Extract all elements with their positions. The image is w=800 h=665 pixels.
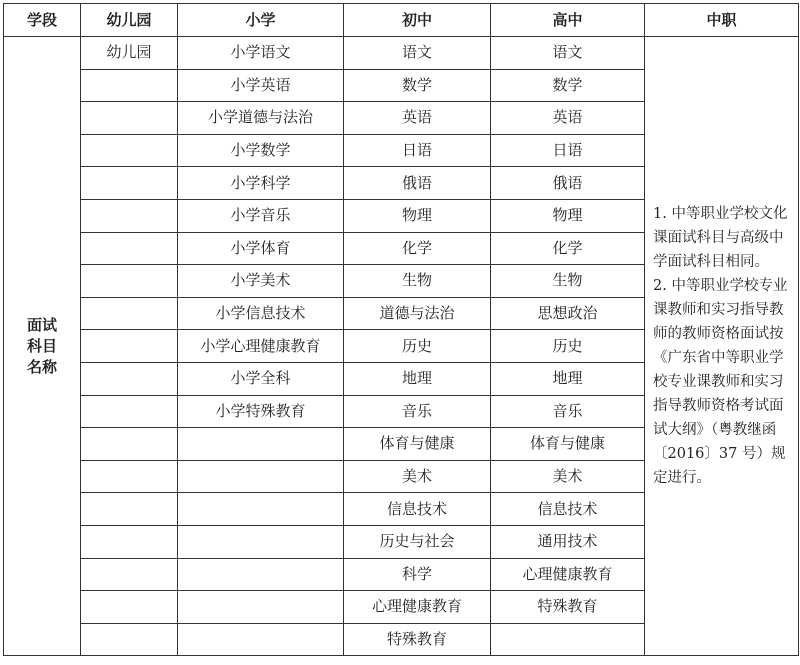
header-junior: 初中 — [344, 4, 491, 37]
cell-kindergarten — [81, 167, 178, 200]
interview-subjects-table — [3, 3, 799, 656]
cell-primary: 小学道德与法治 — [178, 102, 344, 135]
cell-primary: 小学全科 — [178, 362, 344, 395]
cell-senior: 心理健康教育 — [491, 558, 645, 591]
cell-kindergarten — [81, 102, 178, 135]
header-vocational: 中职 — [645, 4, 799, 37]
cell-kindergarten — [81, 623, 178, 656]
cell-primary — [178, 525, 344, 558]
row-label-line: 面试 — [26, 315, 57, 334]
cell-primary: 小学科学 — [178, 167, 344, 200]
cell-primary — [178, 493, 344, 526]
cell-kindergarten — [81, 69, 178, 102]
cell-kindergarten — [81, 362, 178, 395]
cell-kindergarten: 幼儿园 — [81, 37, 178, 70]
cell-senior: 语文 — [491, 37, 645, 70]
cell-junior: 地理 — [344, 362, 491, 395]
header-primary: 小学 — [178, 4, 344, 37]
row-label-interview-subjects — [4, 37, 81, 656]
cell-junior: 物理 — [344, 199, 491, 232]
cell-kindergarten — [81, 265, 178, 298]
table-body — [4, 37, 799, 656]
cell-senior: 生物 — [491, 265, 645, 298]
cell-junior: 科学 — [344, 558, 491, 591]
cell-senior: 信息技术 — [491, 493, 645, 526]
cell-junior: 道德与法治 — [344, 297, 491, 330]
cell-senior: 美术 — [491, 460, 645, 493]
vocational-note — [645, 37, 799, 656]
cell-junior: 历史 — [344, 330, 491, 363]
header-row — [4, 4, 799, 37]
cell-senior — [491, 623, 645, 656]
row-label-line: 科目 — [26, 336, 57, 355]
cell-primary — [178, 428, 344, 461]
cell-junior: 生物 — [344, 265, 491, 298]
table-row — [4, 37, 799, 70]
cell-junior: 信息技术 — [344, 493, 491, 526]
cell-junior: 特殊教育 — [344, 623, 491, 656]
cell-senior: 特殊教育 — [491, 591, 645, 624]
cell-primary: 小学美术 — [178, 265, 344, 298]
cell-junior: 体育与健康 — [344, 428, 491, 461]
cell-primary — [178, 591, 344, 624]
cell-junior: 心理健康教育 — [344, 591, 491, 624]
cell-senior: 历史 — [491, 330, 645, 363]
cell-primary — [178, 623, 344, 656]
cell-senior: 数学 — [491, 69, 645, 102]
header-senior: 高中 — [491, 4, 645, 37]
cell-senior: 俄语 — [491, 167, 645, 200]
cell-senior: 化学 — [491, 232, 645, 265]
cell-senior: 思想政治 — [491, 297, 645, 330]
cell-kindergarten — [81, 493, 178, 526]
cell-senior: 体育与健康 — [491, 428, 645, 461]
cell-kindergarten — [81, 525, 178, 558]
cell-junior: 俄语 — [344, 167, 491, 200]
cell-primary: 小学信息技术 — [178, 297, 344, 330]
vocational-note-paragraph: 2. 中等职业学校专业课教师和实习指导教师的教师资格面试按《广东省中等职业学校专业课教师和实习指导教师资格考试面试大纲》（粤教继函〔2016〕37 号）规定进行。 — [653, 278, 788, 487]
cell-senior: 日语 — [491, 134, 645, 167]
cell-senior: 通用技术 — [491, 525, 645, 558]
cell-senior: 音乐 — [491, 395, 645, 428]
cell-junior: 历史与社会 — [344, 525, 491, 558]
cell-junior: 音乐 — [344, 395, 491, 428]
vocational-note-paragraph: 1. 中等职业学校文化课面试科目与高级中学面试科目相同。 — [653, 206, 788, 271]
cell-junior: 英语 — [344, 102, 491, 135]
cell-kindergarten — [81, 591, 178, 624]
row-label-line: 名称 — [26, 357, 57, 376]
cell-senior: 地理 — [491, 362, 645, 395]
cell-kindergarten — [81, 558, 178, 591]
cell-primary: 小学心理健康教育 — [178, 330, 344, 363]
cell-kindergarten — [81, 134, 178, 167]
cell-kindergarten — [81, 297, 178, 330]
cell-primary: 小学音乐 — [178, 199, 344, 232]
cell-primary: 小学数学 — [178, 134, 344, 167]
cell-primary: 小学体育 — [178, 232, 344, 265]
cell-junior: 美术 — [344, 460, 491, 493]
cell-kindergarten — [81, 460, 178, 493]
cell-junior: 日语 — [344, 134, 491, 167]
cell-primary: 小学英语 — [178, 69, 344, 102]
cell-kindergarten — [81, 428, 178, 461]
cell-senior: 物理 — [491, 199, 645, 232]
cell-kindergarten — [81, 330, 178, 363]
cell-junior: 化学 — [344, 232, 491, 265]
cell-primary: 小学语文 — [178, 37, 344, 70]
cell-primary: 小学特殊教育 — [178, 395, 344, 428]
cell-senior: 英语 — [491, 102, 645, 135]
header-kindergarten: 幼儿园 — [81, 4, 178, 37]
cell-kindergarten — [81, 199, 178, 232]
cell-primary — [178, 460, 344, 493]
cell-kindergarten — [81, 395, 178, 428]
cell-junior: 数学 — [344, 69, 491, 102]
cell-junior: 语文 — [344, 37, 491, 70]
cell-kindergarten — [81, 232, 178, 265]
header-stage: 学段 — [4, 4, 81, 37]
cell-primary — [178, 558, 344, 591]
